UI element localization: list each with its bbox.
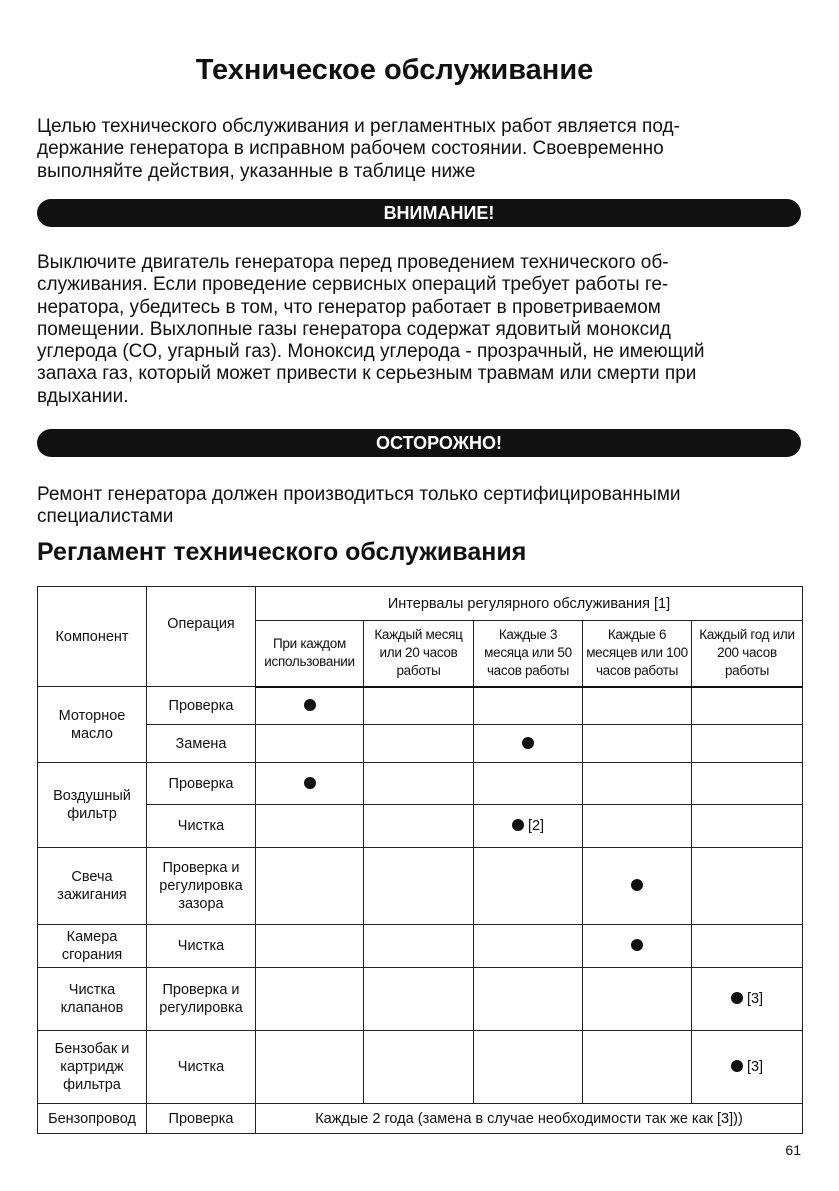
interval-cell [583, 968, 692, 1031]
operation-cell: Чистка [147, 925, 256, 968]
interval-cell [364, 687, 474, 725]
component-cell: Камера сгорания [38, 925, 147, 968]
section-heading: Регламент технического обслуживания [37, 538, 527, 566]
interval-cell [583, 687, 692, 725]
table-row [38, 1031, 803, 1104]
warning-banner: ВНИМАНИЕ! [37, 199, 801, 227]
component-cell: Бензопровод [38, 1104, 147, 1134]
text-line: держание генератора в исправном рабочем состоянии. Своевременно [37, 138, 664, 160]
operation-cell: Проверка [147, 1104, 256, 1134]
table-row [38, 763, 803, 805]
component-cell: Воздушный фильтр [38, 763, 147, 848]
text-line: запаха газ, который может привести к серьезным травмам или смерти при [37, 363, 697, 385]
interval-cell [364, 925, 474, 968]
interval-cell [692, 925, 803, 968]
operation-cell: Замена [147, 725, 256, 763]
interval-cell [256, 1031, 364, 1104]
footnote-ref: [3] [746, 1059, 764, 1075]
header-interval: Каждые 3 месяца или 50 часов работы [474, 621, 583, 687]
warning-paragraph [37, 252, 807, 408]
filled-circle-icon [631, 939, 643, 951]
operation-cell: Проверка и регулировка зазора [147, 848, 256, 925]
header-interval: Каждый год или 200 часов работы [692, 621, 803, 687]
interval-cell [692, 1031, 803, 1104]
interval-cell [583, 1031, 692, 1104]
text-line: Ремонт генератора должен производиться только сертифицированными [37, 484, 681, 505]
header-intervals: Интервалы регулярного обслуживания [1] [256, 587, 803, 621]
interval-cell [256, 925, 364, 968]
interval-cell [692, 848, 803, 925]
interval-cell [364, 1031, 474, 1104]
interval-cell [583, 805, 692, 848]
interval-cell [692, 763, 803, 805]
interval-cell [256, 687, 364, 725]
component-cell: Бензобак и картридж фильтра [38, 1031, 147, 1104]
table-row [38, 687, 803, 725]
header-interval: При каждом использовании [256, 621, 364, 687]
interval-cell [364, 968, 474, 1031]
filled-circle-icon [512, 819, 524, 831]
maintenance-schedule-table [37, 586, 803, 1134]
footnote-ref: [2] [527, 818, 545, 834]
header-operation: Операция [147, 587, 256, 687]
component-cell: Свеча зажигания [38, 848, 147, 925]
component-cell: Моторное масло [38, 687, 147, 763]
operation-cell: Чистка [147, 805, 256, 848]
interval-cell [364, 805, 474, 848]
interval-cell [364, 763, 474, 805]
table-row [38, 925, 803, 968]
interval-cell [256, 968, 364, 1031]
interval-cell [256, 725, 364, 763]
operation-cell: Проверка [147, 763, 256, 805]
interval-cell [256, 848, 364, 925]
header-interval: Каждый месяц или 20 часов работы [364, 621, 474, 687]
text-line: Выключите двигатель генератора перед проведением технического об- [37, 252, 669, 273]
interval-cell [583, 725, 692, 763]
text-line: служивания. Если проведение сервисных операций требует работы ге- [37, 274, 669, 296]
interval-cell [692, 968, 803, 1031]
interval-cell [692, 687, 803, 725]
table-row [38, 968, 803, 1031]
interval-cell [474, 925, 583, 968]
caution-banner: ОСТОРОЖНО! [37, 429, 801, 457]
interval-cell [692, 725, 803, 763]
header-interval: Каждые 6 месяцев или 100 часов работы [583, 621, 692, 687]
table-row [38, 848, 803, 925]
filled-circle-icon [631, 879, 643, 891]
interval-cell [474, 687, 583, 725]
text-line: Целью технического обслуживания и регламентных работ является под- [37, 116, 680, 137]
interval-cell [692, 805, 803, 848]
interval-cell [583, 925, 692, 968]
page-title: Техническое обслуживание [195, 54, 594, 86]
interval-cell [474, 725, 583, 763]
interval-cell [583, 848, 692, 925]
interval-cell [364, 848, 474, 925]
interval-cell [583, 763, 692, 805]
text-line: вдыхании. [37, 385, 129, 407]
interval-cell [474, 968, 583, 1031]
interval-span-cell: Каждые 2 года (замена в случае необходимости так же как [3])) [256, 1104, 803, 1134]
interval-cell [474, 1031, 583, 1104]
footnote-ref: [3] [746, 991, 764, 1007]
intro-paragraph [37, 116, 807, 183]
interval-cell [364, 725, 474, 763]
filled-circle-icon [304, 777, 316, 789]
text-line: выполняйте действия, указанные в таблице ниже [37, 160, 476, 182]
operation-cell: Чистка [147, 1031, 256, 1104]
interval-cell [474, 763, 583, 805]
operation-cell: Проверка [147, 687, 256, 725]
text-line: специалистами [37, 506, 174, 528]
filled-circle-icon [731, 992, 743, 1004]
interval-cell [256, 805, 364, 848]
operation-cell: Проверка и регулировка [147, 968, 256, 1031]
filled-circle-icon [304, 699, 316, 711]
interval-cell [256, 763, 364, 805]
filled-circle-icon [731, 1060, 743, 1072]
table-row [38, 805, 803, 848]
filled-circle-icon [522, 737, 534, 749]
page-number: 61 [785, 1142, 801, 1158]
interval-cell [474, 848, 583, 925]
table-header-row [38, 587, 803, 621]
table-row [38, 1104, 803, 1134]
header-component: Компонент [38, 587, 147, 687]
text-line: помещении. Выхлопные газы генератора содержат ядовитый моноксид [37, 318, 671, 340]
table-row [38, 725, 803, 763]
interval-cell [474, 805, 583, 848]
text-line: нератора, убедитесь в том, что генератор работает в проветриваемом [37, 296, 661, 318]
caution-paragraph [37, 484, 807, 529]
component-cell: Чистка клапанов [38, 968, 147, 1031]
text-line: углерода (CO, угарный газ). Моноксид углерода - прозрачный, не имеющий [37, 341, 705, 363]
